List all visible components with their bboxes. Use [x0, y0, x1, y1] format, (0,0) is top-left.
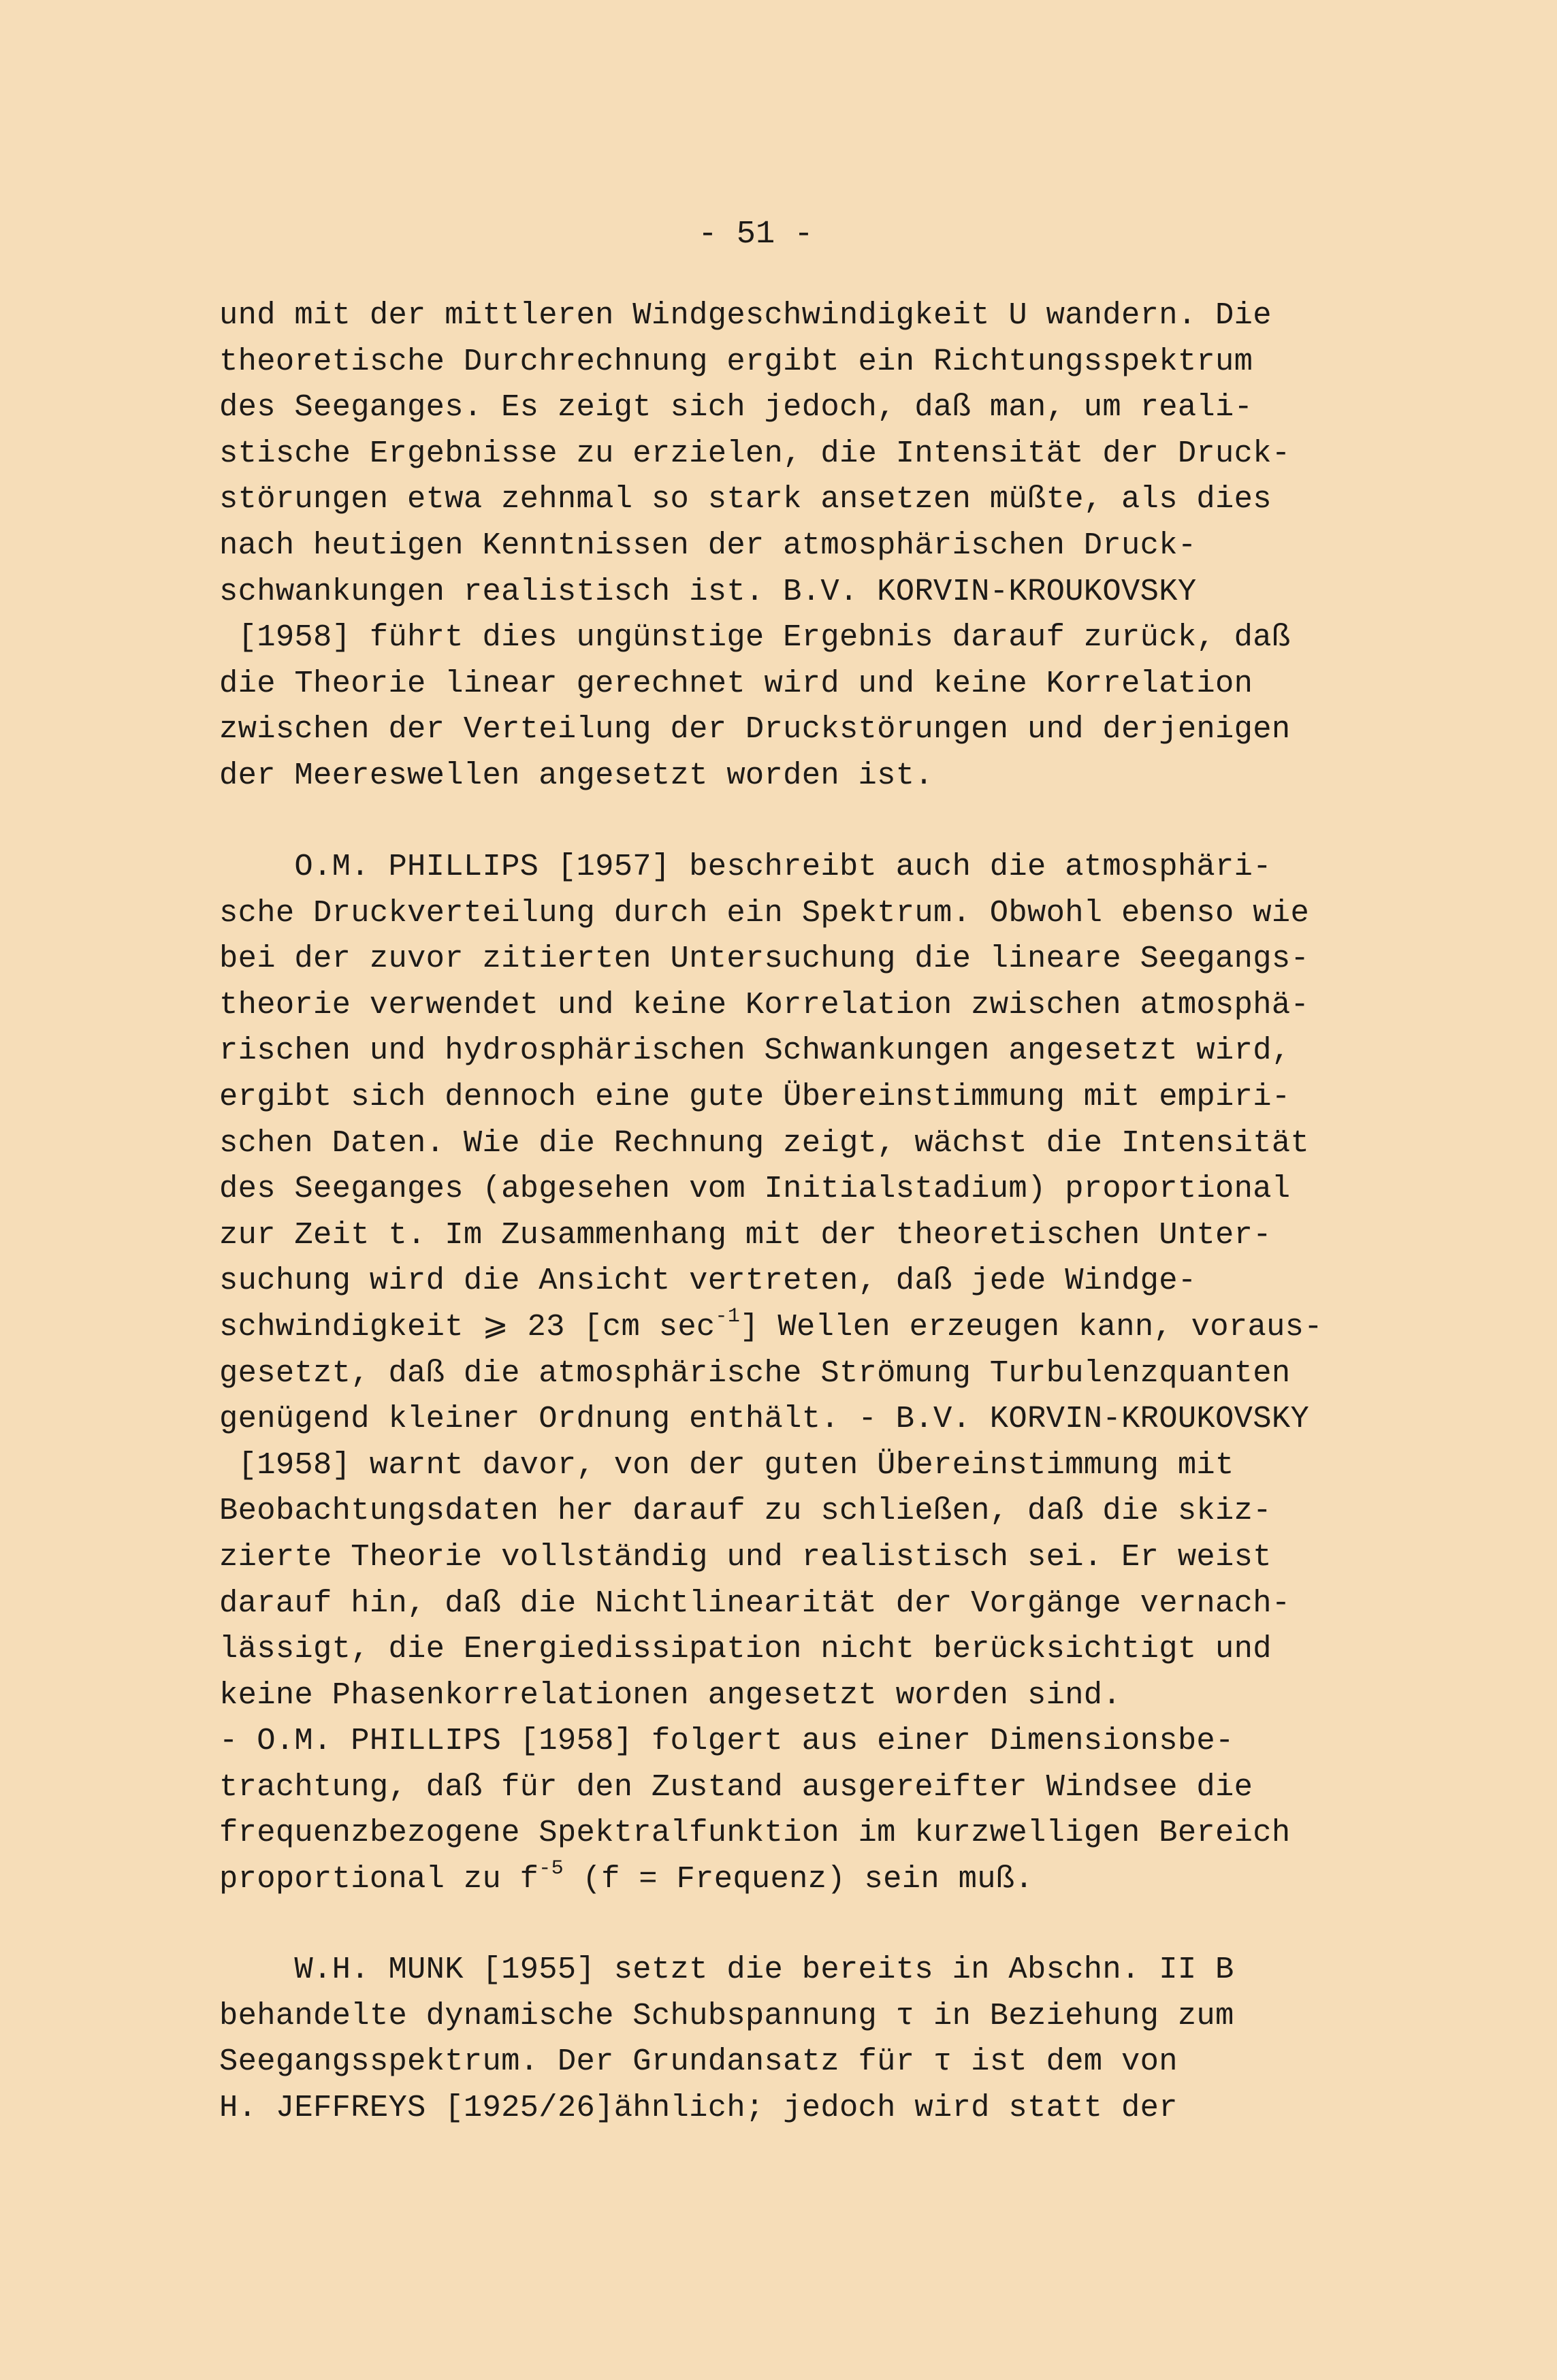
text-line: und mit der mittleren Windgeschwindigkeit U wandern. Die — [219, 298, 1272, 333]
text-line: zur Zeit t. Im Zusammenhang mit der theoretischen Unter- — [219, 1217, 1272, 1253]
text-line: Seegangsspektrum. Der Grundansatz für τ ist dem von — [219, 2044, 1178, 2080]
text-line: H. JEFFREYS [1925/26]ähnlich; jedoch wird statt der — [219, 2089, 1178, 2125]
paragraph-2 — [219, 844, 1343, 1903]
paragraph-3 — [219, 1947, 1343, 2131]
text-line: theorie verwendet und keine Korrelation zwischen atmosphä- — [219, 986, 1310, 1023]
text-segment: proportional zu f — [219, 1861, 539, 1897]
text-line: genügend kleiner Ordnung enthält. - B.V. KORVIN-KROUKOVSKY — [219, 1401, 1310, 1437]
text-line-with-exponent — [219, 1304, 1343, 1351]
text-line: störungen etwa zehnmal so stark ansetzen müßte, als dies — [219, 481, 1272, 517]
exponent: -5 — [539, 1857, 564, 1881]
text-line: des Seeganges. Es zeigt sich jedoch, daß man, um reali- — [219, 389, 1253, 425]
text-line: lässigt, die Energiedissipation nicht berücksichtigt und — [219, 1631, 1272, 1667]
text-line: schwankungen realistisch ist. B.V. KORVIN-KROUKOVSKY — [219, 573, 1197, 609]
paragraph-1 — [219, 293, 1343, 799]
text-line: stische Ergebnisse zu erzielen, die Intensität der Druck- — [219, 435, 1291, 471]
text-line: schen Daten. Wie die Rechnung zeigt, wächst die Intensität — [219, 1125, 1310, 1161]
text-line: theoretische Durchrechnung ergibt ein Richtungsspektrum — [219, 343, 1253, 379]
text-line: zierte Theorie vollständig und realistisch sei. Er weist — [219, 1539, 1272, 1575]
text-line: des Seeganges (abgesehen vom Initialstadium) proportional — [219, 1171, 1291, 1207]
text-line: zwischen der Verteilung der Druckstörungen und derjenigen — [219, 711, 1291, 747]
text-line: keine Phasenkorrelationen angesetzt worden sind. — [219, 1677, 1122, 1713]
text-line: [1958] führt dies ungünstige Ergebnis darauf zurück, daß — [219, 620, 1291, 656]
text-line: ergibt sich dennoch eine gute Übereinstimmung mit empiri- — [219, 1078, 1291, 1114]
text-segment: (f = Frequenz) sein muß. — [563, 1861, 1034, 1897]
text-line: Beobachtungsdaten her darauf zu schließen, daß die skiz- — [219, 1493, 1272, 1529]
text-line: gesetzt, daß die atmosphärische Strömung Turbulenzquanten — [219, 1355, 1291, 1391]
exponent: -1 — [715, 1304, 741, 1328]
text-line: darauf hin, daß die Nichtlinearität der Vorgänge vernach- — [219, 1585, 1291, 1621]
text-line: suchung wird die Ansicht vertreten, daß jede Windge- — [219, 1263, 1197, 1299]
text-segment: ] Wellen erzeugen kann, voraus- — [740, 1308, 1323, 1345]
text-line: sche Druckverteilung durch ein Spektrum. Obwohl ebenso wie — [219, 895, 1310, 931]
text-line: W.H. MUNK [1955] setzt die bereits in Abschn. II B — [219, 1952, 1234, 1987]
text-line: bei der zuvor zitierten Untersuchung die lineare Seegangs- — [219, 941, 1310, 977]
text-line: behandelte dynamische Schubspannung τ in Beziehung zum — [219, 1997, 1234, 2033]
text-segment: schwindigkeit ⩾ 23 [cm sec — [219, 1308, 716, 1345]
text-line: [1958] warnt davor, von der guten Übereinstimmung mit — [219, 1447, 1234, 1483]
text-line: frequenzbezogene Spektralfunktion im kurzwelligen Bereich — [219, 1815, 1291, 1851]
text-line: trachtung, daß für den Zustand ausgereifter Windsee die — [219, 1769, 1253, 1805]
text-line: rischen und hydrosphärischen Schwankungen angesetzt wird, — [219, 1033, 1291, 1069]
text-line-with-exponent — [219, 1856, 1343, 1903]
text-line: - O.M. PHILLIPS [1958] folgert aus einer Dimensionsbe- — [219, 1723, 1234, 1759]
text-line: nach heutigen Kenntnissen der atmosphärischen Druck- — [219, 527, 1197, 563]
text-line: die Theorie linear gerechnet wird und keine Korrelation — [219, 665, 1253, 701]
text-line: der Meereswellen angesetzt worden ist. — [219, 757, 933, 793]
text-line: O.M. PHILLIPS [1957] beschreibt auch die atmosphäri- — [219, 849, 1272, 884]
page-number: - 51 - — [698, 216, 814, 253]
